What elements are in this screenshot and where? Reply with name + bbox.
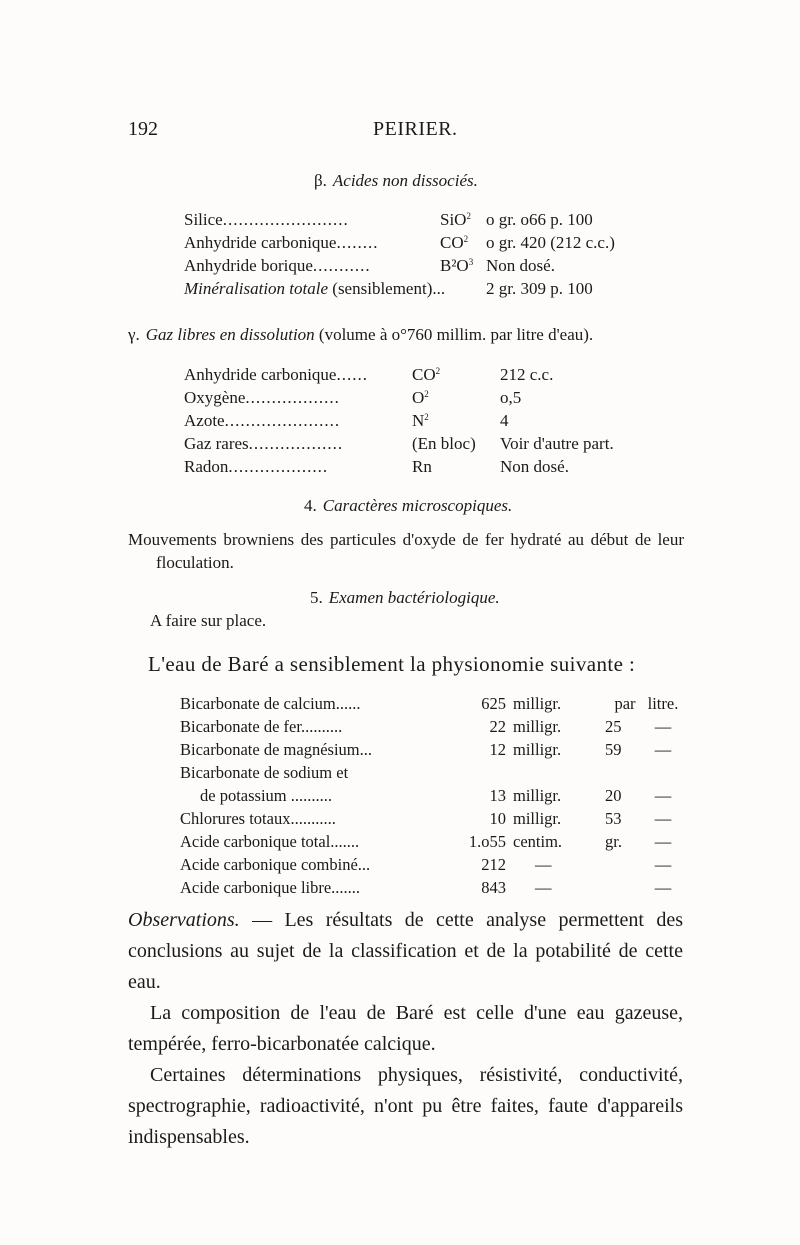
row-label: Silice (184, 210, 223, 229)
section-4-heading (304, 496, 512, 516)
section-title: Examen bactériologique. (328, 588, 500, 607)
observations-paragraph: Observations. — Les résultats de cette analyse permettent des conclusions au sujet de la classification et de la potabilité de cette eau. (128, 909, 684, 993)
table-row: Silice........................ SiO$^2$ o gr. o66 p. 100 (184, 207, 615, 230)
running-head: PEIRIER. (373, 118, 458, 140)
gamma-table (184, 362, 614, 477)
row-label: Anhydride carbonique (184, 233, 337, 252)
row-label: Anhydride borique (184, 256, 313, 275)
table-row-total: Minéralisation totale (sensiblement)... 2 gr. 309 p. 100 (184, 276, 615, 299)
formula: SiO (440, 210, 467, 229)
observations-lead: Observations. (128, 909, 240, 931)
formula: N (412, 411, 425, 430)
formula: O (412, 388, 425, 407)
page-header (0, 118, 800, 148)
table-row: Chlorures totaux........... 10 milligr. 53 — (180, 809, 672, 828)
section-number: 5. (310, 588, 323, 607)
section-number: γ. (128, 325, 140, 344)
total-value: 2 gr. 309 p. 100 (486, 279, 593, 298)
row-label: Radon (184, 457, 229, 476)
composition-paragraph: La composition de l'eau de Baré est celle d'une eau gazeuse, tempérée, ferro-bicarbonatée calcique. (128, 1002, 683, 1055)
formula: B²O (440, 256, 469, 275)
table-row: Bicarbonate de magnésium... 12 milligr. 59 — (180, 740, 672, 759)
determinations-paragraph: Certaines déterminations physiques, résistivité, conductivité, spectrographie, radioactivité, n'ont pu être faites, faute d'appareils indispensables. (128, 1064, 683, 1148)
table-row: Acide carbonique libre....... 843 — — (180, 878, 672, 897)
section-number: β. (314, 171, 327, 190)
section-5-heading (310, 588, 500, 608)
section-number: 4. (304, 496, 317, 515)
physionomie-intro: L'eau de Baré a sensiblement la physionomie suivante : (148, 652, 636, 676)
table-row: Anhydride carbonique........ $CO^2$ o gr. 420 (212 c.c.) (184, 230, 615, 253)
row-value: Non dosé. (500, 457, 569, 476)
table-row: Azote...................... $N^2$ 4 (184, 408, 614, 431)
table-row: Acide carbonique total....... 1.o55 centim. gr. — (180, 832, 672, 851)
page-number: 192 (128, 118, 158, 140)
table-row: Bicarbonate de fer.......... 22 milligr. 25 — (180, 717, 672, 736)
row-label: Gaz rares (184, 434, 249, 453)
section-4-text: Mouvements browniens des particules d'oxyde de fer hydraté au début de leur floculation. (128, 530, 684, 572)
table-row: de potassium .......... 13 milligr. 20 — (200, 786, 672, 805)
section-5-text: A faire sur place. (150, 611, 267, 630)
formula: CO (412, 365, 436, 384)
table-row: Bicarbonate de sodium et (180, 763, 349, 782)
row-value: Non dosé. (486, 256, 555, 275)
row-label: Azote (184, 411, 225, 430)
formula: CO (440, 233, 464, 252)
table-row: Anhydride borique........... $B^2O^3$ Non dosé. (184, 253, 615, 276)
table-row: Radon................... Rn Non dosé. (184, 454, 614, 477)
formula: Rn (412, 457, 432, 476)
formula: (En bloc) (412, 434, 476, 453)
section-subtitle: (volume à o°760 millim. par litre d'eau). (318, 325, 594, 344)
table-row: Acide carbonique combiné... 212 — — (180, 855, 672, 874)
section-title: Caractères microscopiques. (322, 496, 513, 515)
beta-table (184, 207, 615, 299)
section-beta-heading (314, 171, 478, 191)
row-value: o gr. o66 p. 100 (486, 210, 593, 229)
composition-table (180, 691, 681, 898)
row-value: 4 (500, 411, 509, 430)
table-row: Bicarbonate de calcium...... 625 milligr. par litre. (180, 694, 679, 713)
row-value: o gr. 420 (212 c.c.) (486, 233, 615, 252)
row-value: o,5 (500, 388, 522, 407)
section-gamma-heading (128, 325, 593, 345)
table-row: Gaz rares.................. (En bloc) Voir d'autre part. (184, 431, 614, 454)
row-value: Voir d'autre part. (500, 434, 614, 453)
section-title: Acides non dissociés. (332, 171, 478, 190)
table-row: Anhydride carbonique...... $CO^2$ 212 c.c. (184, 362, 614, 385)
total-label: Minéralisation totale (184, 279, 329, 298)
section-title: Gaz libres en dissolution (145, 325, 315, 344)
row-value: 212 c.c. (500, 365, 554, 384)
row-label: Oxygène (184, 388, 246, 407)
table-row: Oxygène.................. $O^2$ o,5 (184, 385, 614, 408)
row-label: Anhydride carbonique (184, 365, 337, 384)
